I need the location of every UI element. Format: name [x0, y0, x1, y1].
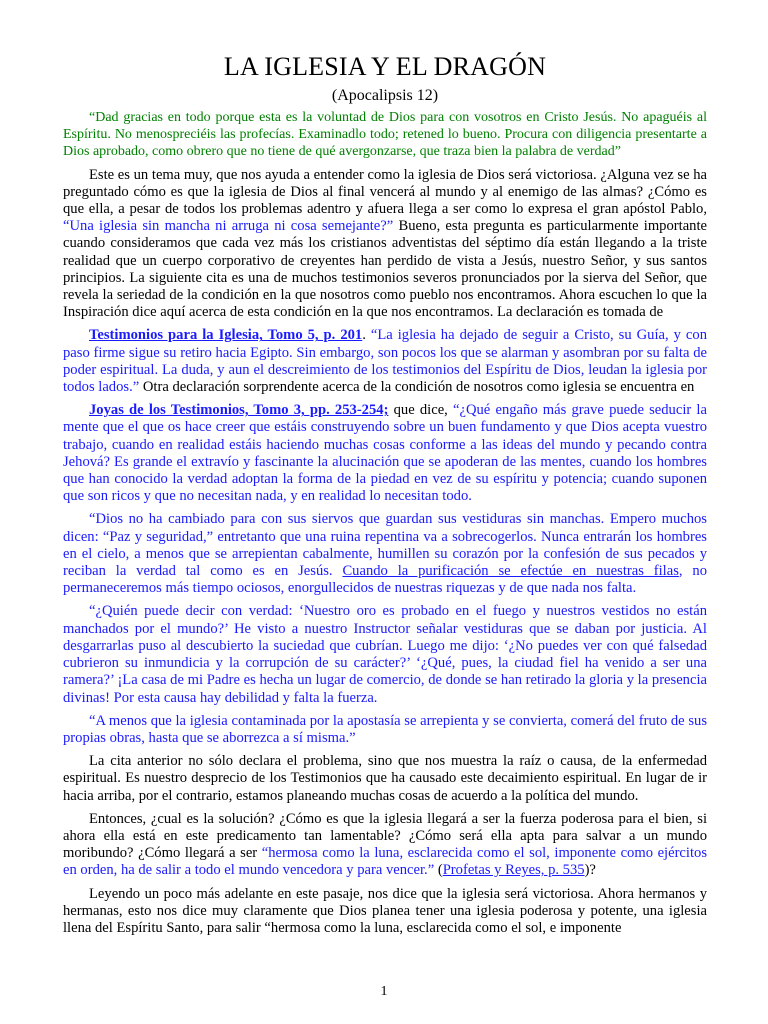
paragraph-2 — [63, 327, 707, 396]
paragraph-text: Entonces, ¿cual es la solución? ¿Cómo es que la iglesia llegará a ser la fuerza poderosa para el bien, si ahora ella está en este predicamento tan lamentable? ¿Cómo será ella apta para salvar a un mundo moribundo? ¿Cómo llegará a ser — [63, 810, 707, 862]
paragraph-text: ( — [434, 862, 443, 879]
joyas-reference-link[interactable]: Joyas de los Testimonios, Tomo 3, pp. 253-254; — [89, 402, 389, 419]
paragraph-3 — [63, 402, 707, 505]
testimonios-reference-link[interactable]: Testimonios para la Iglesia, Tomo 5, p. 201 — [89, 327, 363, 344]
paul-quote: “Una iglesia sin mancha ni arruga ni cosa semejante?” — [63, 218, 394, 235]
document-subtitle: (Apocalipsis 12) — [331, 87, 439, 104]
paragraph-9: Leyendo un poco más adelante en este pasaje, nos dice que la iglesia será victoriosa. Ahora hermanos y hermanas, esto nos dice muy claramente que Dios planea tener una iglesia poderosa y potente, una iglesia llena del Espíritu Santo, para salir “hermosa como la luna, esclarecida como el sol, e imponente — [63, 885, 707, 936]
paragraph-text: que dice, — [388, 402, 454, 419]
page-number: 1 — [380, 984, 388, 999]
paragraph-text: “Dios no ha cambiado para con sus siervos que guardan sus vestiduras sin manchas. Empero muchos dicen: “Paz y seguridad,” entretanto que una ruina repentina va a sobrecogerlos. Nunca entrarán los hombres en el cielo, a menos que se arrepientan cabalmente, humillen su corazón por la confesión de sus pecados y reciban la verdad tal como es en Jesús. — [63, 511, 707, 580]
profetas-quote: “hermosa como la luna, esclarecida como el sol, imponente como ejércitos en orden, ha de salir a todo el mundo vencedora y para vencer.” — [63, 845, 707, 879]
paragraph-5: “¿Quién puede decir con verdad: ‘Nuestro oro es probado en el fuego y nuestros vestidos no están manchados por el mundo?’ He visto a nuestro Instructor señalar vestiduras que se daban por justicia. Al desgarrarlas puso al descubierto la suciedad que cubrían. Luego me dijo: ‘¿No puedes ver con qué falsedad cubrieron su inmundicia y la corrupción de su carácter?’ ‘¿Qué, pues, la ciudad fiel ha venido a ser una ramera?’ ¡La casa de mi Padre es hecha un lugar de comercio, de donde se han retirado la gloria y la presencia divinas! Por esta causa hay debilidad y falta la fuerza. — [63, 603, 707, 706]
paragraph-text: Bueno, esta pregunta es particularmente importante cuando consideramos que cada vez más los cristianos adventistas del séptimo día están llegando a la triste realidad que un cuerpo corporativo de creyentes han perdido de vista a Jesús, nuestro Señor, y sus santos principios. La siguiente cita es una de muchos testimonios severos pronunciados por la sierva del Señor, que revela la seriedad de la condición en la que nosotros como pueblo nos encontramos. Ahora escuchen lo que la Inspiración dice aquí acerca de esta condición en la que nos encontramos. La declaración es tomada de — [63, 218, 707, 321]
profetas-reference-link[interactable]: Profetas y Reyes, p. 535 — [442, 862, 585, 879]
paragraph-text: , no permaneceremos más tiempo ociosos, enorgullecidos de nuestras riquezas y de que nada nos falta. — [63, 563, 707, 597]
document-title: LA IGLESIA Y EL DRAGÓN — [223, 52, 547, 81]
paragraph-text: Este es un tema muy, que nos ayuda a entender como la iglesia de Dios será victoriosa. ¿Alguna vez se ha preguntado cómo es que la iglesia de Dios al final vencerá al mundo y al enemigo de las almas? ¿Cómo es que ella, a pesar de todos los problemas adentro y afuera llega a ser como lo expresa el gran apóstol Pablo, — [63, 166, 707, 218]
purification-link[interactable]: Cuando la purificación se efectúe en nuestras filas — [342, 563, 679, 580]
paragraph-4 — [63, 511, 707, 597]
paragraph-text: )? — [584, 862, 596, 879]
paragraph-6: “A menos que la iglesia contaminada por la apostasía se arrepienta y se convierta, comerá del fruto de sus propias obras, hasta que se aborrezca a sí misma.” — [63, 712, 707, 746]
paragraph-8 — [63, 811, 707, 880]
paragraph-7: La cita anterior no sólo declara el problema, sino que nos muestra la raíz o causa, de la enfermedad espiritual. Es nuestro desprecio de los Testimonios que ha causado este decaimiento espiritual. En lugar de ir hacia arriba, por el contrario, estamos planeando muchas cosas de acuerdo a la política del mundo. — [63, 753, 707, 804]
paragraph-1 — [63, 167, 707, 322]
epigraph-quote: “Dad gracias en todo porque esta es la voluntad de Dios para con vosotros en Cristo Jesús. No apaguéis al Espíritu. No menospreciéis las profecías. Examinadlo todo; retened lo bueno. Procura con diligencia presentarte a Dios aprobado, como obrero que no tiene de qué avergonzarse, que traza bien la palabra de verdad” — [63, 110, 707, 160]
testimonios-quote: “La iglesia ha dejado de seguir a Cristo, su Guía, y con paso firme sigue su retiro hacia Egipto. Sin embargo, son pocos los que se alarman y asombran por su falta de poder espiritual. La duda, y aun el descreimiento de los testimonios del Espíritu de Dios, leudan la iglesia por todos lados.” — [63, 327, 707, 396]
joyas-quote: “¿Qué engaño más grave puede seducir la mente que el que os hace creer que estáis construyendo sobre un buen fundamento y que Dios acepta vuestro trabajo, cuando en realidad estáis haciendo muchas cosas conforme a las ideas del mundo y pecando contra Jehová? Es grande el extravío y fascinante la alucinación que se apoderan de las mentes, cuando los hombres que han conocido la verdad adoptan la forma de la piedad en vez de su espíritu y potencia; cuando suponen que son ricos y que no necesitan nada, y en realidad lo necesitan todo. — [63, 402, 707, 505]
paragraph-text: Otra declaración sorprendente acerca de la condición de nosotros como iglesia se encuentra en — [139, 379, 695, 396]
paragraph-text: . — [362, 327, 371, 344]
